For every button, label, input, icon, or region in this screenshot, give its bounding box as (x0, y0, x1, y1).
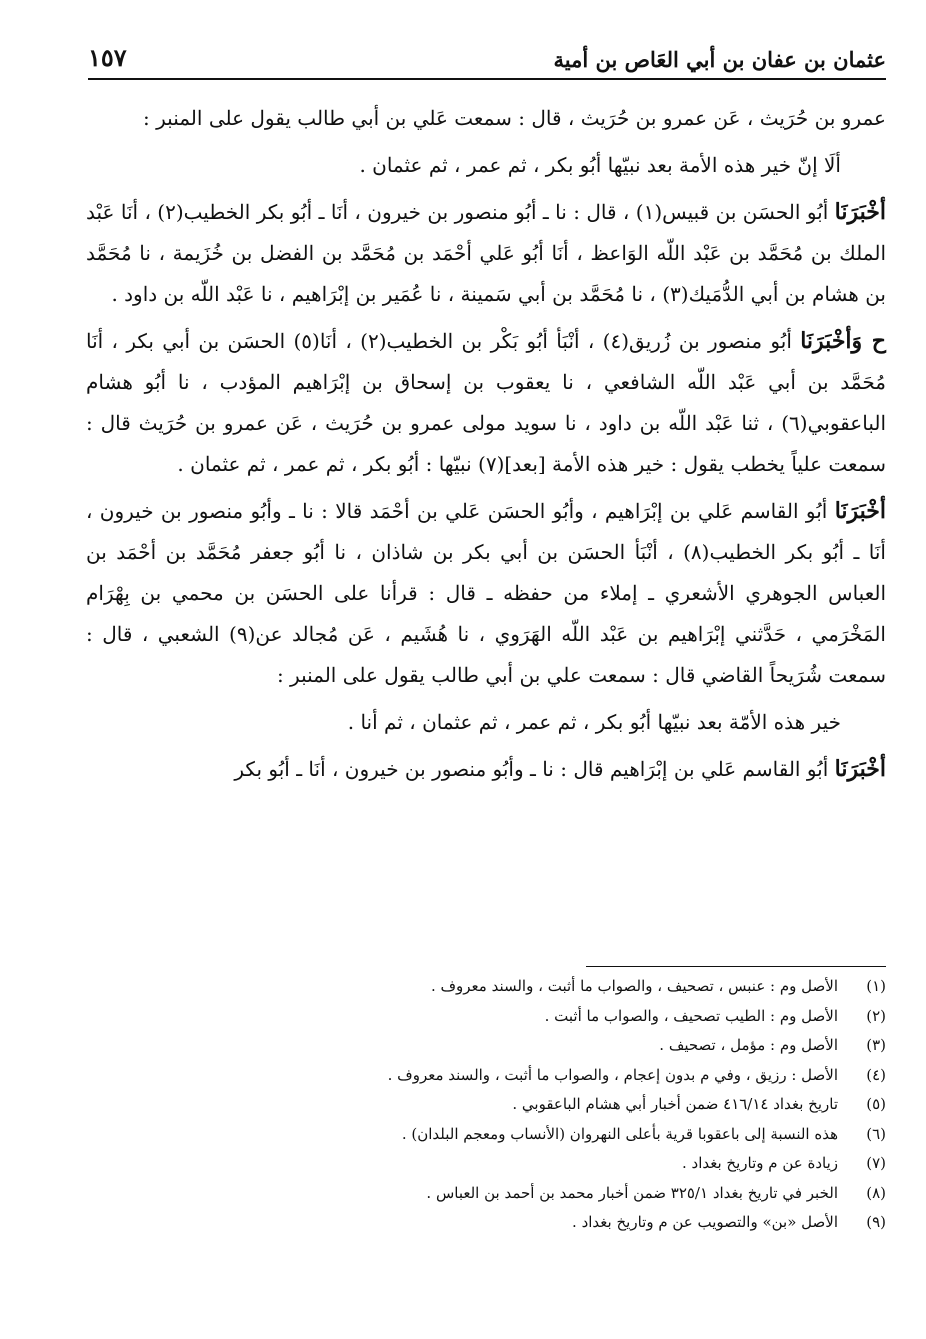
footnote (86, 1120, 886, 1150)
paragraph-text: أبُو منصور بن زُريق(٤) ، أنْبَأ أبُو بَكْر بن الخطيب(٢) ، أنَا(٥) الحسَن بن أبي بكر ، أنَا مُحَمَّد بن أبي عَبْد اللّه الشافعي ، نا يعقوب بن إسحاق بن إبْرَاهيم المؤدب ، نا أبُو هشام الباعقوبي(٦) ، ثنا عَبْد اللّه بن داود ، نا سويد مولى عمرو بن حُرَيث ، عَن عمرو بن حُرَيث قال : سمعت علياً يخطب يقول : خير هذه الأمة [بعد](٧) نبيّها : أبُو بكر ، ثم عمر ، ثم عثمان . (86, 329, 886, 476)
footnote-text: الخبر في تاريخ بغداد ٣٢٥/١ ضمن أخبار محمد بن أحمد بن العباس . (426, 1183, 838, 1202)
main-text (86, 98, 886, 796)
footnote-text: تاريخ بغداد ٤١٦/١٤ ضمن أخبار أبي هشام الباعقوبي . (512, 1095, 838, 1113)
footnote (86, 1208, 886, 1238)
paragraph (86, 749, 886, 790)
footnote-text: الأصل وم : الطيب تصحيف ، والصواب ما أثبت . (544, 1006, 838, 1025)
footnote-number: (٦) (866, 1124, 886, 1143)
paragraph-text: ألَا إنّ خير هذه الأمة بعد نبيّها أبُو بكر ، ثم عمر ، ثم عثمان . (359, 153, 841, 177)
footnote-number: (٨) (866, 1183, 886, 1202)
footnote-separator (586, 966, 886, 967)
footnote (86, 1090, 886, 1120)
paragraph-text: خير هذه الأمّة بعد نبيّها أبُو بكر ، ثم عمر ، ثم عثمان ، ثم أنا . (347, 710, 841, 734)
footnote-number: (٧) (866, 1154, 886, 1172)
paragraph (86, 98, 886, 139)
footnote-text: الأصل «بن» والتصويب عن م وتاريخ بغداد . (572, 1213, 838, 1231)
paragraph-text: عمرو بن حُرَيث ، عَن عمرو بن حُرَيث ، قال : سمعت عَلي بن أبي طالب يقول على المنبر : (143, 106, 886, 130)
akhbarana-lead: أخْبَرَنَا (834, 199, 886, 225)
footnotes (86, 972, 886, 1238)
running-head: عثمان بن عفان بن أبي العَاص بن أمية (553, 47, 886, 72)
page-number: ١٥٧ (88, 43, 127, 72)
quote-paragraph (86, 702, 886, 743)
akhbarana-lead: أخْبَرَنَا (834, 756, 886, 782)
paragraph (86, 491, 886, 696)
paragraph-text: أبُو القاسم عَلي بن إبْرَاهيم قال : نا ـ وأبُو منصور بن خيرون ، أنَا ـ أبُو بكر (234, 757, 829, 781)
footnote-number: (٣) (866, 1036, 886, 1054)
footnote (86, 1179, 886, 1209)
footnote (86, 1149, 886, 1179)
footnote-text: الأصل : رزيق ، وفي م بدون إعجام ، والصواب ما أثبت ، والسند معروف . (387, 1065, 838, 1084)
footnote-number: (١) (866, 977, 886, 995)
paragraph (86, 192, 886, 315)
akhbarana-lead: أخْبَرَنَا (834, 498, 887, 524)
footnote-number: (٢) (866, 1006, 886, 1025)
footnote-number: (٥) (866, 1095, 886, 1113)
akhbarana-lead: ح وَأخْبَرَنَا (800, 328, 886, 354)
footnote-text: زيادة عن م وتاريخ بغداد . (681, 1154, 838, 1172)
footnote-text: الأصل وم : مؤمل ، تصحيف . (659, 1036, 838, 1054)
footnote (86, 1031, 886, 1061)
paragraph-text: أبُو القاسم عَلي بن إبْرَاهيم ، وأبُو الحسَن عَلي بن أحْمَد قالا : نا ـ وأبُو منصور بن خيرون ، أنَا ـ أبُو بكر الخطيب(٨) ، أنْبَأ الحسَن بن أبي بكر بن شاذان ، نا أبُو جعفر مُحَمَّد بن أحْمَد بن العباس الجوهري الأشعري ـ إملاء من حفظه ـ قال : قرأنا على الحسَن بن محمي بن بِهْرَام المَخْرَمي ، حَدَّثني إبْرَاهيم بن عَبْد اللّه الهَرَوي ، نا هُشَيم ، عَن مُجالد عن(٩) الشعبي ، قال : سمعت شُرَيحاً القاضي قال : سمعت علي بن أبي طالب يقول على المنبر : (86, 499, 886, 687)
footnote (86, 1002, 886, 1032)
quote-paragraph (86, 145, 886, 186)
footnote-number: (٤) (866, 1065, 886, 1084)
footnote-text: هذه النسبة إلى باعقوبا قرية بأعلى النهروان (الأنساب ومعجم البلدان) . (401, 1124, 838, 1143)
paragraph-text: أبُو الحسَن بن قبيس(١) ، قال : نا ـ أبُو منصور بن خيرون ، أنَا ـ أبُو بكر الخطيب(٢) ، أنَا عَبْد الملك بن مُحَمَّد بن عَبْد اللّه الوَاعظ ، أنَا أبُو عَلي أحْمَد بن مُحَمَّد بن الفضل بن خُزَيمة ، نا مُحَمَّد بن هشام بن أبي الدُّمَيك(٣) ، نا مُحَمَّد بن أبي سَمينة ، نا عُمَير بن إبْرَاهيم ، نا عَبْد اللّه بن داود . (86, 200, 886, 306)
footnote (86, 1061, 886, 1091)
footnote (86, 972, 886, 1002)
footnote-text: الأصل وم : عنبس ، تصحيف ، والصواب ما أثبت ، والسند معروف . (430, 977, 838, 995)
paragraph (86, 321, 886, 485)
page-header (88, 34, 886, 80)
footnote-number: (٩) (866, 1213, 886, 1231)
